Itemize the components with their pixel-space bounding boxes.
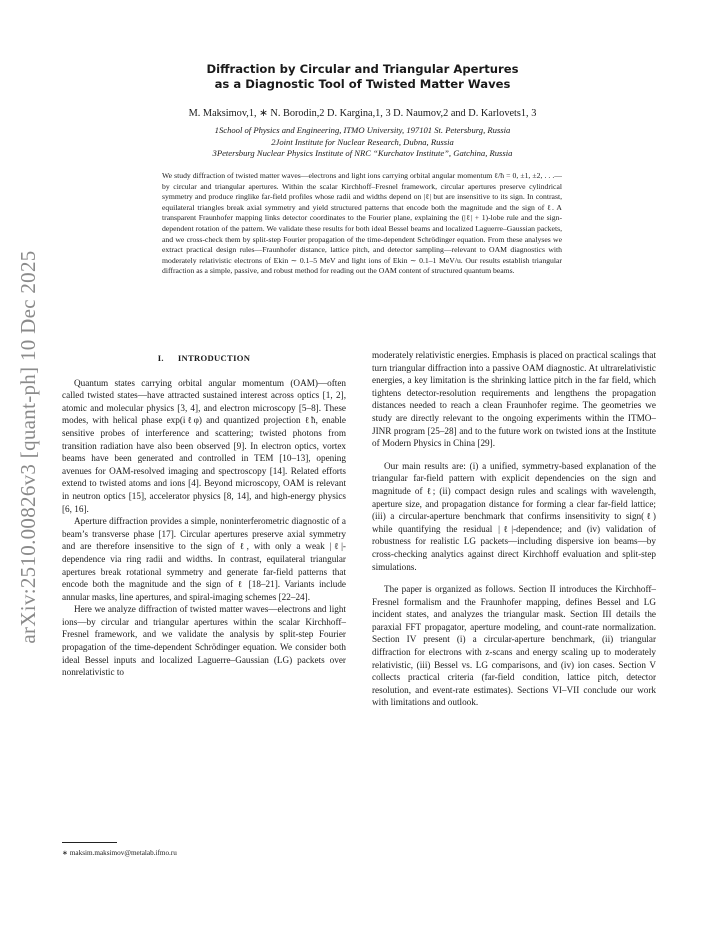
footnote-rule	[62, 842, 117, 843]
title-line-1: Diffraction by Circular and Triangular Apertures	[206, 62, 519, 76]
paper-title	[140, 62, 585, 92]
section-number: I.	[157, 353, 164, 363]
left-column	[62, 352, 346, 679]
affiliation-3: 3Petersburg Nuclear Physics Institute of NRC “Kurchatov Institute”, Gatchina, Russia	[212, 148, 513, 159]
intro-paragraph-1: Quantum states carrying orbital angular momentum (OAM)—often called twisted states—have attracted sustained interest across optics [1, 2], atomic and molecular physics [3, 4], and electron microscopy [5–8]. These modes, with helical phase exp(iℓφ) and quantized projection ℓħ, enable sensitive probes of interference and scattering; twisted photons from transition radiation have also been observed [9]. In electron optics, vortex beams have been generated and controlled in TEM [10–13], opening avenues for OAM-resolved imaging and spectroscopy [14]. Related efforts extend to twisted atoms and ions [4]. Beyond microscopy, OAM is relevant in neutron optics [15], accelerator physics [8, 14], and high-energy physics [6, 16].	[62, 377, 346, 514]
main-results-paragraph: Our main results are: (i) a unified, symmetry-based explanation of the triangular far-field pattern with explicit dependencies on the sign and magnitude of ℓ; (ii) compact design rules and scalings with wavelength, aperture size, and propagation distance for forming a clear far-field lattice; (iii) a circular-aperture benchmark that confirms insensitivity to sign(ℓ) while quantifying the residual |ℓ|-dependence; and (iv) validation of robustness for realistic LG packets—including dispersive ion beams—by cross-checking analytics against direct Kirchhoff evaluation and split-step simulations.	[372, 460, 656, 572]
abstract: We study diffraction of twisted matter waves—electrons and light ions carrying orbital angular momentum ℓ/ħ = 0, ±1, ±2, . . .—by circular and triangular apertures. Within the scalar Kirchhoff–Fresnel framework, circular apertures preserve cylindrical symmetry and produce ringlike far-field profiles whose radii and widths depend on |ℓ| but are insensitive to its sign. In contrast, equilateral triangles break axial symmetry and yield structured patterns that encode both the magnitude and the sign of ℓ. A transparent Fraunhofer mapping links detector coordinates to the Fourier plane, explaining the (|ℓ| + 1)-lobe rule and the sign-dependent rotation of the pattern. We validate these results for both ideal Bessel beams and localized Laguerre–Gaussian packets, and we cross-check them by split-step Fourier propagation of the time-dependent Schrödinger equation. From these analyses we extract practical design rules—Fraunhofer distance, lattice pitch, and detector sampling—relevant to OAM diagnostics with moderately relativistic electrons of Ekin ∼ 0.1–5 MeV and light ions of Ekin ∼ 0.1–1 MeV/u. Our results establish triangular diffraction as a simple, passive, and robust method for reading out the OAM content of structured quantum beams.	[162, 171, 562, 276]
right-column	[372, 349, 656, 709]
affiliations	[110, 125, 615, 160]
section-title: INTRODUCTION	[177, 353, 251, 363]
paper-organization-paragraph: The paper is organized as follows. Section II introduces the Kirchhoff–Fresnel formalism and the Fraunhofer mapping, defines Bessel and LG incident states, and analyzes the triangular mask. Section III details the paraxial FFT propagator, aperture modeling, and count-rate normalization. Section IV present (i) a circular-aperture benchmark, (ii) triangular diffraction for electrons with z-scans and energy scaling up to moderately relativistic, (iii) Bessel vs. LG comparisons, and (iv) ion cases. Section V collects practical criteria (far-field condition, lattice pitch, detector resolution, and event-rate estimates). Sections VI–VII conclude our work with limitations and outlook.	[372, 584, 656, 708]
arxiv-identifier: arXiv:2510.00826v3 [quant-ph] 10 Dec 2025	[16, 250, 40, 644]
intro-paragraph-2: Aperture diffraction provides a simple, noninterferometric diagnostic of a beam’s transverse phase [17]. Circular apertures preserve axial symmetry and are therefore insensitive to the sign of ℓ, with only a weak |ℓ|-dependence via ring radii and widths. In contrast, equilateral triangular apertures break rotational symmetry and generate far-field patterns that encode both the magnitude and the sign of ℓ [18–21]. Variants include annular masks, line apertures, and spiral-imaging schemes [22–24].	[62, 516, 346, 602]
title-line-2: as a Diagnostic Tool of Twisted Matter Waves	[214, 77, 511, 91]
intro-paragraph-3: Here we analyze diffraction of twisted matter waves—electrons and light ions—by circular and triangular apertures within the scalar Kirchhoff–Fresnel framework, and we validate the analysis by split-step Fourier propagation of the time-dependent Schrödinger equation. We consider both ideal Bessel inputs and localized Laguerre–Gaussian (LG) packets over nonrelativistic to	[62, 604, 346, 678]
corresponding-author-footnote: ∗ maksim.maksimov@metalab.ifmo.ru	[62, 849, 177, 857]
intro-paragraph-continued: moderately relativistic energies. Emphasis is placed on practical scalings that turn triangular diffraction into a passive OAM diagnostic. At ultrarelativistic energies, a key limitation is the shrinking lattice pitch in the far field, which tightens detector-resolution requirements and lengthens the propagation distances needed to reach a clean Fraunhofer regime. The geometries we study are directly relevant to the ongoing experiments within the ITMO–JINR program [25–28] and to the future work on twisted ions at the Institute of Modern Physics in China [29].	[372, 350, 656, 449]
affiliation-1: 1School of Physics and Engineering, ITMO University, 197101 St. Petersburg, Russia	[214, 125, 511, 135]
author-list: M. Maksimov,1, ∗ N. Borodin,2 D. Kargina,1, 3 D. Naumov,2 and D. Karlovets1, 3	[188, 108, 537, 119]
section-heading-introduction	[62, 352, 346, 365]
affiliation-2: 2Joint Institute for Nuclear Research, Dubna, Russia	[271, 136, 454, 147]
